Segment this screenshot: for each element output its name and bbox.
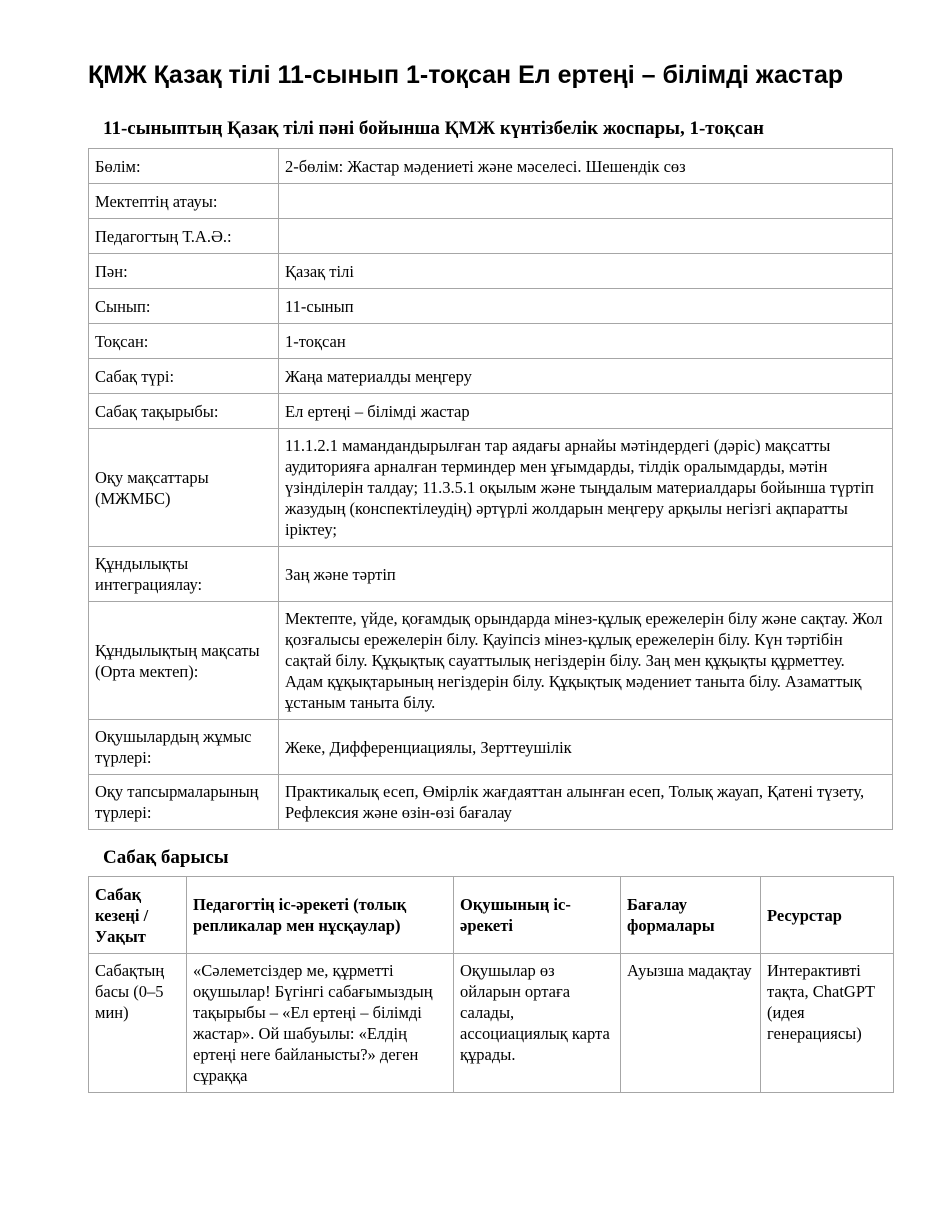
info-value: 1-тоқсан bbox=[279, 324, 893, 359]
cell-stage: Сабақтың басы (0–5 мин) bbox=[89, 954, 187, 1093]
info-row bbox=[89, 359, 893, 394]
column-header-teacher-activity: Педагогтің іс-әрекеті (толық репликалар мен нұсқаулар) bbox=[187, 877, 454, 954]
column-header-student-activity: Оқушының іс-әрекеті bbox=[454, 877, 621, 954]
info-label: Педагогтың Т.А.Ә.: bbox=[89, 219, 279, 254]
plan-title: 11-сыныптың Қазақ тілі пәні бойынша ҚМЖ күнтізбелік жоспары, 1-тоқсан bbox=[103, 118, 764, 139]
info-label: Пән: bbox=[89, 254, 279, 289]
info-row bbox=[89, 602, 893, 720]
info-label: Сабақ тақырыбы: bbox=[89, 394, 279, 429]
cell-resources: Интерактивті тақта, ChatGPT (идея генерациясы) bbox=[761, 954, 894, 1093]
info-value: Практикалық есеп, Өмірлік жағдаяттан алынған есеп, Толық жауап, Қатені түзету, Рефлексия және өзін-өзі бағалау bbox=[279, 775, 893, 830]
info-row bbox=[89, 254, 893, 289]
info-label: Сынып: bbox=[89, 289, 279, 324]
info-value: Ел ертеңі – білімді жастар bbox=[279, 394, 893, 429]
column-header-assessment: Бағалау формалары bbox=[621, 877, 761, 954]
info-label: Құндылықты интеграциялау: bbox=[89, 547, 279, 602]
info-value: Жаңа материалды меңгеру bbox=[279, 359, 893, 394]
info-label: Тоқсан: bbox=[89, 324, 279, 359]
lesson-info-table bbox=[88, 148, 893, 830]
info-value: Заң және тәртіп bbox=[279, 547, 893, 602]
lesson-header-row bbox=[89, 877, 894, 954]
info-value: 11.1.2.1 мамандандырылған тар аядағы арнайы мәтіндердегі (дәріс) мақсатты аудиторияға арналған терминдер мен ұғымдарды, тілдік оралымдарды, мәтін үзінділерін талдау; 11.3.5.1 оқылым және тыңдалым материалдары бойынша түртіп жазудың (конспектілеудің) әртүрлі жолдарын меңгеру арқылы негізгі ақпаратты іріктеу; bbox=[279, 429, 893, 547]
info-label: Оқу мақсаттары (МЖМБС) bbox=[89, 429, 279, 547]
info-row bbox=[89, 394, 893, 429]
column-header-resources: Ресурстар bbox=[761, 877, 894, 954]
column-header-stage: Сабақ кезеңі / Уақыт bbox=[89, 877, 187, 954]
info-value: Мектепте, үйде, қоғамдық орындарда мінез-құлық ережелерін білу және сақтау. Жол қозғалысы ережелерін білу. Қауіпсіз мінез-құлық ережелерін білу. Күн тәртібін сақтай білу. Құқықтық сауаттылық негіздерін білу. Заң мен құқықты құрметтеу. Адам құқықтарының негіздерін білу. Құқықтық мәдениет таныта білу. Азаматтық ұстаным таныта білу. bbox=[279, 602, 893, 720]
table-row bbox=[89, 954, 894, 1093]
info-label: Оқушылардың жұмыс түрлері: bbox=[89, 720, 279, 775]
info-row bbox=[89, 429, 893, 547]
info-value bbox=[279, 219, 893, 254]
info-row bbox=[89, 324, 893, 359]
document-page bbox=[88, 0, 893, 1093]
info-row bbox=[89, 547, 893, 602]
cell-assessment: Ауызша мадақтау bbox=[621, 954, 761, 1093]
info-label: Оқу тапсырмаларының түрлері: bbox=[89, 775, 279, 830]
info-value: Қазақ тілі bbox=[279, 254, 893, 289]
info-row bbox=[89, 219, 893, 254]
info-row bbox=[89, 184, 893, 219]
cell-student-activity: Оқушылар өз ойларын ортаға салады, ассоциациялық карта құрады. bbox=[454, 954, 621, 1093]
lesson-section-title: Сабақ барысы bbox=[103, 847, 229, 868]
info-label: Сабақ түрі: bbox=[89, 359, 279, 394]
info-row bbox=[89, 775, 893, 830]
info-label: Бөлім: bbox=[89, 149, 279, 184]
info-row bbox=[89, 289, 893, 324]
info-row bbox=[89, 149, 893, 184]
info-value: 11-сынып bbox=[279, 289, 893, 324]
lesson-flow-table bbox=[88, 876, 894, 1093]
info-value bbox=[279, 184, 893, 219]
info-row bbox=[89, 720, 893, 775]
info-label: Мектептің атауы: bbox=[89, 184, 279, 219]
document-title: ҚМЖ Қазақ тілі 11-сынып 1-тоқсан Ел ертеңі – білімді жастар bbox=[88, 61, 844, 89]
info-label: Құндылықтың мақсаты (Орта мектеп): bbox=[89, 602, 279, 720]
cell-teacher-activity: «Сәлеметсіздер ме, құрметті оқушылар! Бүгінгі сабағымыздың тақырыбы – «Ел ертеңі – білімді жастар». Ой шабуылы: «Елдің ертеңі неге байланысты?» деген сұраққа bbox=[187, 954, 454, 1093]
info-value: Жеке, Дифференциациялы, Зерттеушілік bbox=[279, 720, 893, 775]
info-value: 2-бөлім: Жастар мәдениеті және мәселесі. Шешендік сөз bbox=[279, 149, 893, 184]
